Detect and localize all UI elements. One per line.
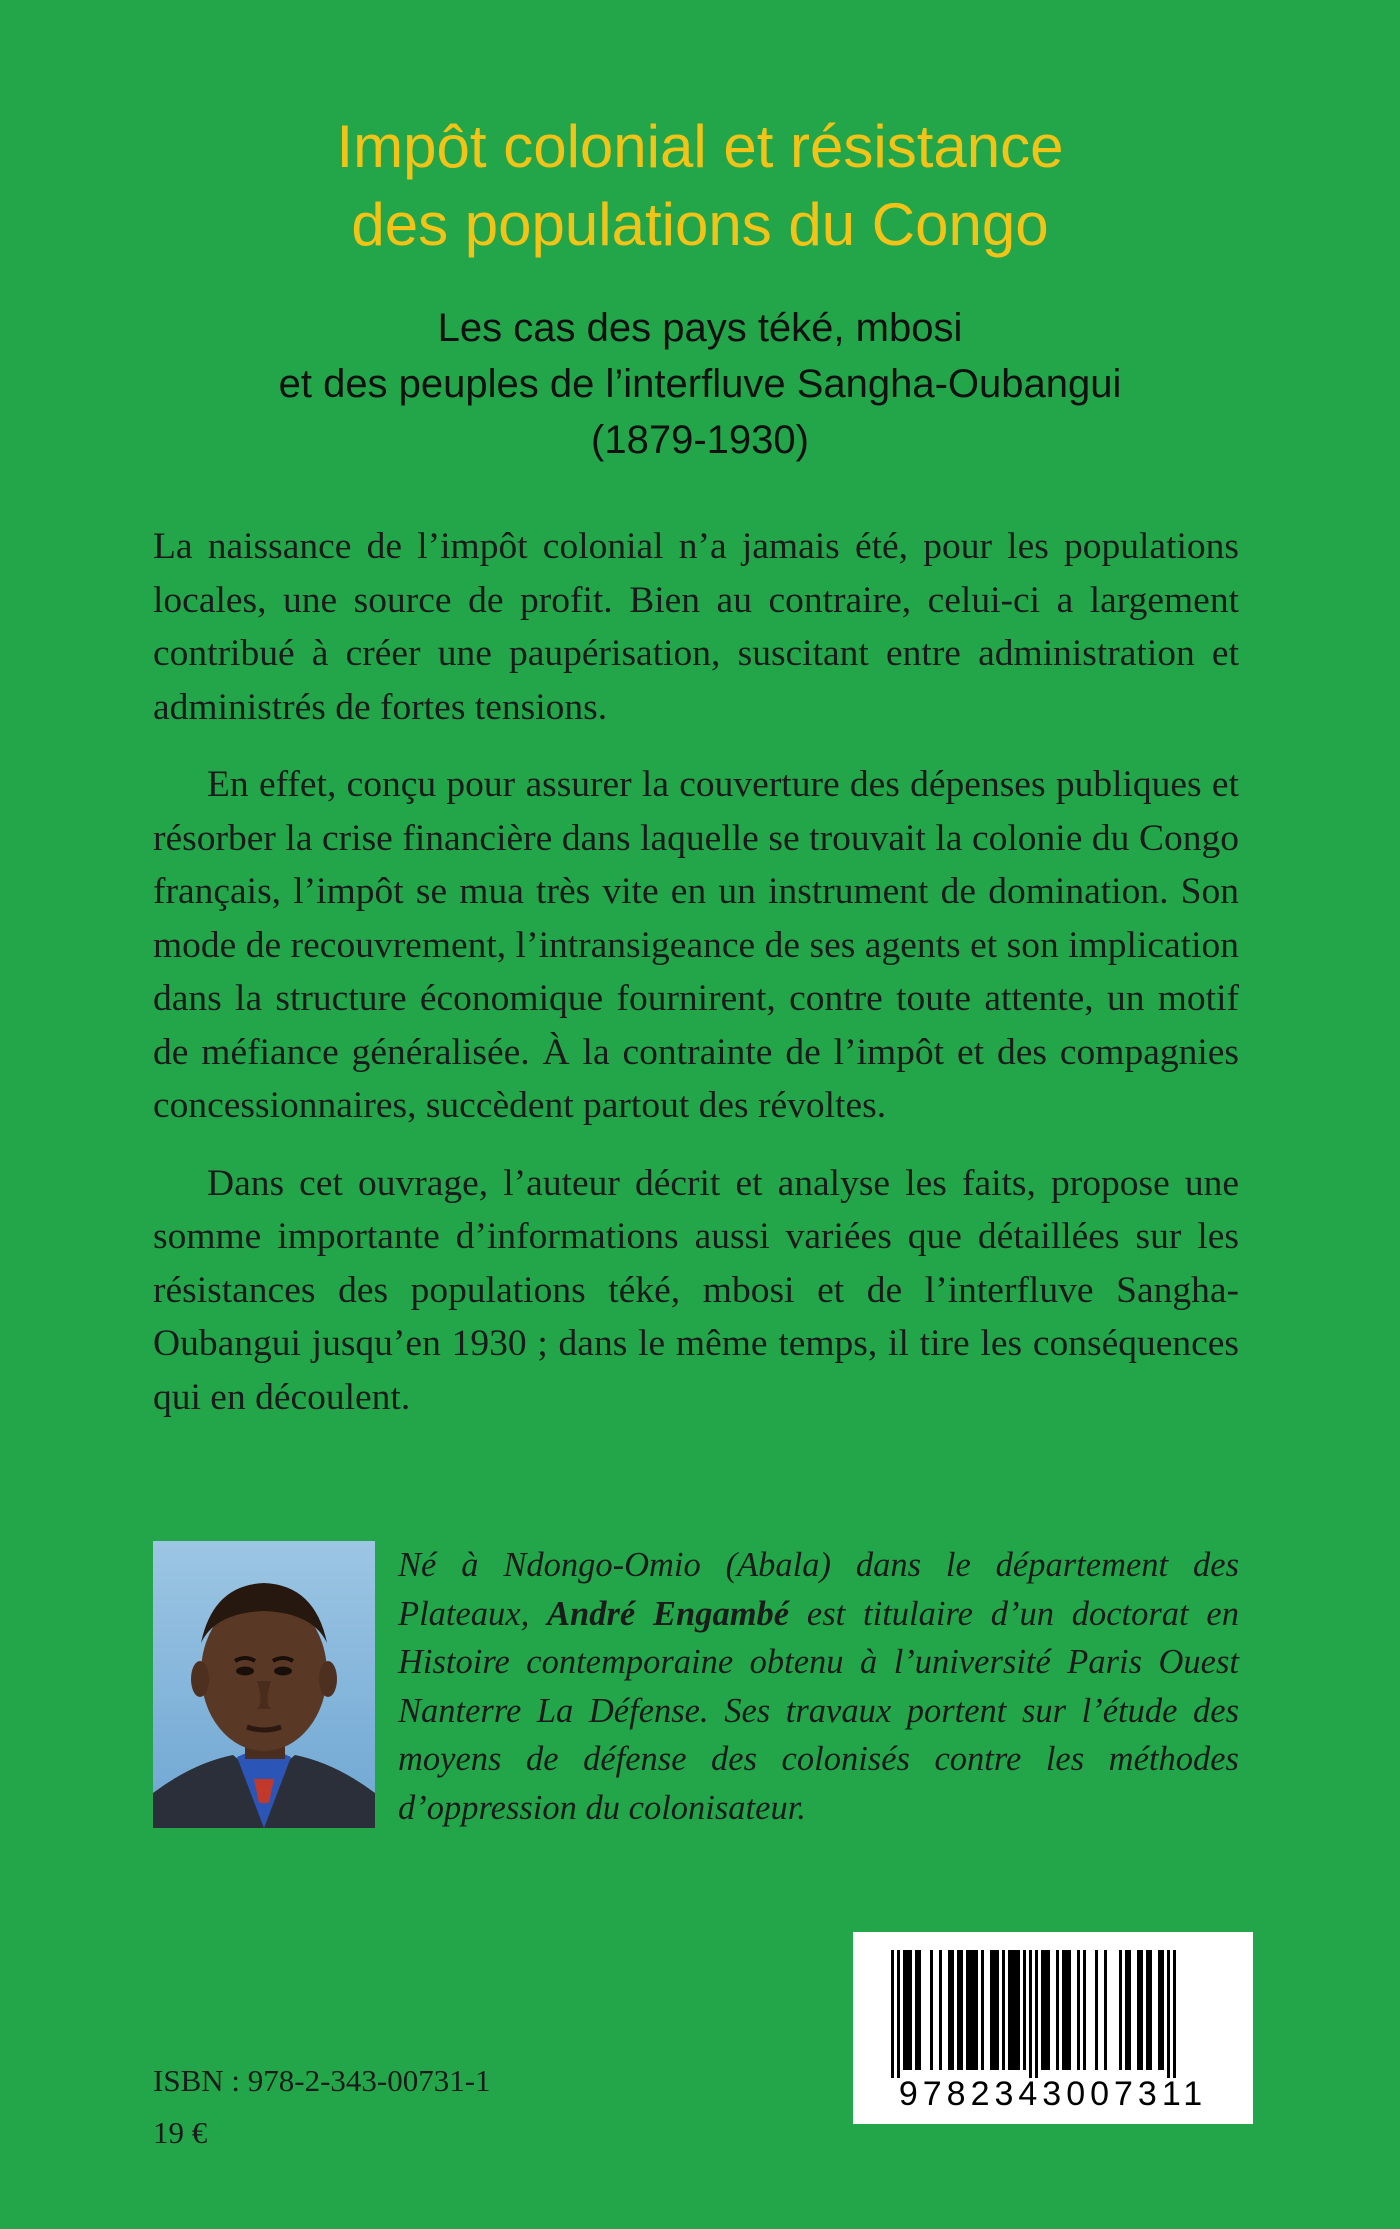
barcode-bar [1035,1950,1038,2078]
author-name: André Engambé [547,1594,790,1633]
barcode-bar [1104,1950,1107,2070]
barcode-bar [990,1950,993,2070]
author-bio-rest: est titulaire d’un doctorat en Histoire contemporaine obtenu à l’université Paris Ouest Nanterre La Défense. Ses travaux portent sur l’étude des moyens de défense des colonisés contre les méthodes d’oppression du colonisateur. [398,1594,1239,1827]
barcode-bar [960,1950,963,2070]
barcode-digits: 9782343007311 [898,2075,1208,2113]
barcode-bar [915,1950,918,2070]
barcode-bar [903,1950,906,2070]
author-bio-intro: Né à Ndongo-Omio (Abala) dans le département des Plateaux, [398,1546,1239,1633]
barcode-bar [1140,1950,1143,2070]
barcode-bar [981,1950,984,2070]
barcode-bar [1161,1950,1164,2070]
barcode-bar [1125,1950,1128,2070]
barcode-bar [969,1950,972,2070]
barcode-bar [966,1950,969,2070]
barcode-bar [996,1950,999,2070]
barcode-bar [1146,1950,1149,2070]
blurb [153,520,1239,1448]
barcode-bar [1056,1950,1059,2070]
barcode-bar [1119,1950,1122,2070]
book-subtitle-line-2: et des peuples de l’interfluve Sangha-Oubangui [278,362,1122,406]
barcode-bar [1011,1950,1014,2070]
barcode-bar [918,1950,921,2070]
barcode-bar [993,1950,996,2070]
price: 19 € [153,2115,208,2150]
barcode-bar [1017,1950,1020,2070]
barcode-bar [897,1950,900,2078]
blurb-paragraph-2: En effet, conçu pour assurer la couverture des dépenses publiques et résorber la crise financière dans laquelle se trouvait la colonie du Congo français, l’impôt se mua très vite en un instrument de domination. Son mode de recouvrement, l’intransigeance de ses agents et son implication dans la structure économique fournirent, contre toute attente, un motif de méfiance généralisée. À la contrainte de l’impôt et des compagnies concessionnaires, succèdent partout des révoltes. [153,764,1239,1126]
barcode-bar [1029,1950,1032,2078]
barcode-bar [1008,1950,1011,2070]
barcode-bar [1044,1950,1047,2070]
barcode-bar [1062,1950,1065,2070]
barcode-bar [1047,1950,1050,2070]
barcode-bar [951,1950,954,2070]
blurb-paragraph-1: La naissance de l’impôt colonial n’a jamais été, pour les populations locales, une source de profit. Bien au contraire, celui-ci a largement contribué à créer une paupérisation, suscitant entre administration et administrés de fortes tensions. [153,526,1239,728]
barcode-bar [1173,1950,1176,2078]
barcode-bar [891,1950,894,2078]
barcode-bar [1095,1950,1098,2070]
barcode-bar [972,1950,975,2070]
barcode-bar [906,1950,909,2070]
barcode-bar [1137,1950,1140,2070]
barcode-bar [1149,1950,1152,2070]
book-subtitle-line-3: (1879-1930) [591,418,809,462]
barcode-bar [1128,1950,1131,2070]
barcode-bar [1041,1950,1044,2070]
barcode-bar [1068,1950,1071,2070]
author-photo [153,1541,375,1828]
blurb-paragraph-3: Dans cet ouvrage, l’auteur décrit et analyse les faits, propose une somme importante d’informations aussi variées que détaillées sur les résistances des populations téké, mbosi et de l’interfluve Sangha-Oubangui jusqu’en 1930 ; dans le même temps, il tire les conséquences qui en découlent. [153,1162,1239,1418]
barcode-bar [1023,1950,1026,2070]
barcode-bar [1167,1950,1170,2078]
barcode-bar [909,1950,912,2070]
barcode-bar [930,1950,933,2070]
barcode-bar [1158,1950,1161,2070]
book-title-line-2: des populations du Congo [351,191,1049,258]
book-subtitle [0,300,1400,468]
author-bio [398,1541,1239,1832]
book-subtitle-line-1: Les cas des pays téké, mbosi [437,306,963,350]
barcode-bar [957,1950,960,2070]
barcode-bar [1065,1950,1068,2070]
barcode-bar [1002,1950,1005,2070]
barcode [853,1932,1253,2124]
barcode-bar [939,1950,942,2070]
barcode-bar [948,1950,951,2070]
barcode-bar [975,1950,978,2070]
book-title [0,108,1400,264]
book-title-line-1: Impôt colonial et résistance [336,113,1064,180]
barcode-bar [1014,1950,1017,2070]
barcode-bar [1077,1950,1080,2070]
barcode-bar [1083,1950,1086,2070]
isbn: ISBN : 978-2-343-00731-1 [153,2063,491,2098]
